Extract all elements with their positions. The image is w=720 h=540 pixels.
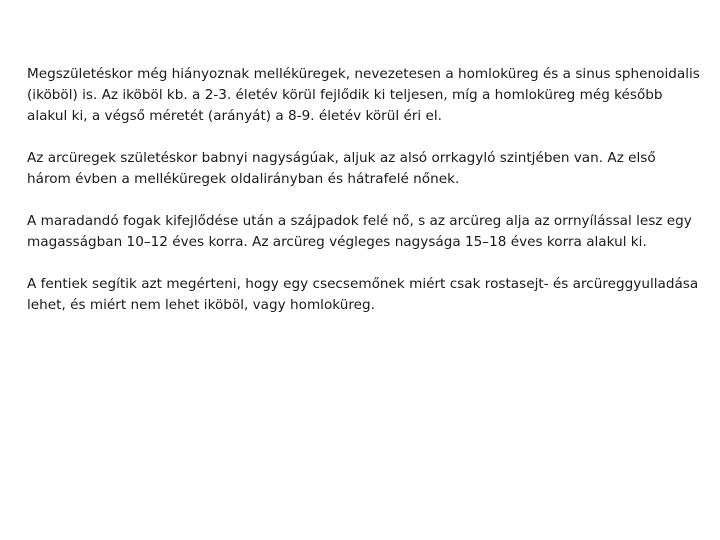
paragraph-sinus-development: Megszületéskor még hiányoznak melléküregek, nevezetesen a homloküreg és a sinus sphenoidalis (iköböl) is. Az iköböl kb. a 2-3. életév körül fejlődik ki teljesen, míg a homloküreg még később alakul ki, a végső méretét (arányát) a 8-9. életév körül éri el. [27,66,700,124]
paragraph-conclusion: A fentiek segítik azt megérteni, hogy egy csecsemőnek miért csak rostasejt- és arcüreggyulladása lehet, és miért nem lehet iköböl, vagy homloküreg. [27,276,699,313]
text-body [27,64,703,337]
paragraph-maxillary-sinus-birth: Az arcüregek születéskor babnyi nagyságúak, aljuk az alsó orrkagyló szintjében van. Az első három évben a melléküregek oldalirányban és hátrafelé nőnek. [27,150,656,187]
paragraph-maxillary-sinus-growth: A maradandó fogak kifejlődése után a szájpadok felé nő, s az arcüreg alja az orrnyílással lesz egy magasságban 10–12 éves korra. Az arcüreg végleges nagysága 15–18 éves korra alakul ki. [27,213,692,250]
